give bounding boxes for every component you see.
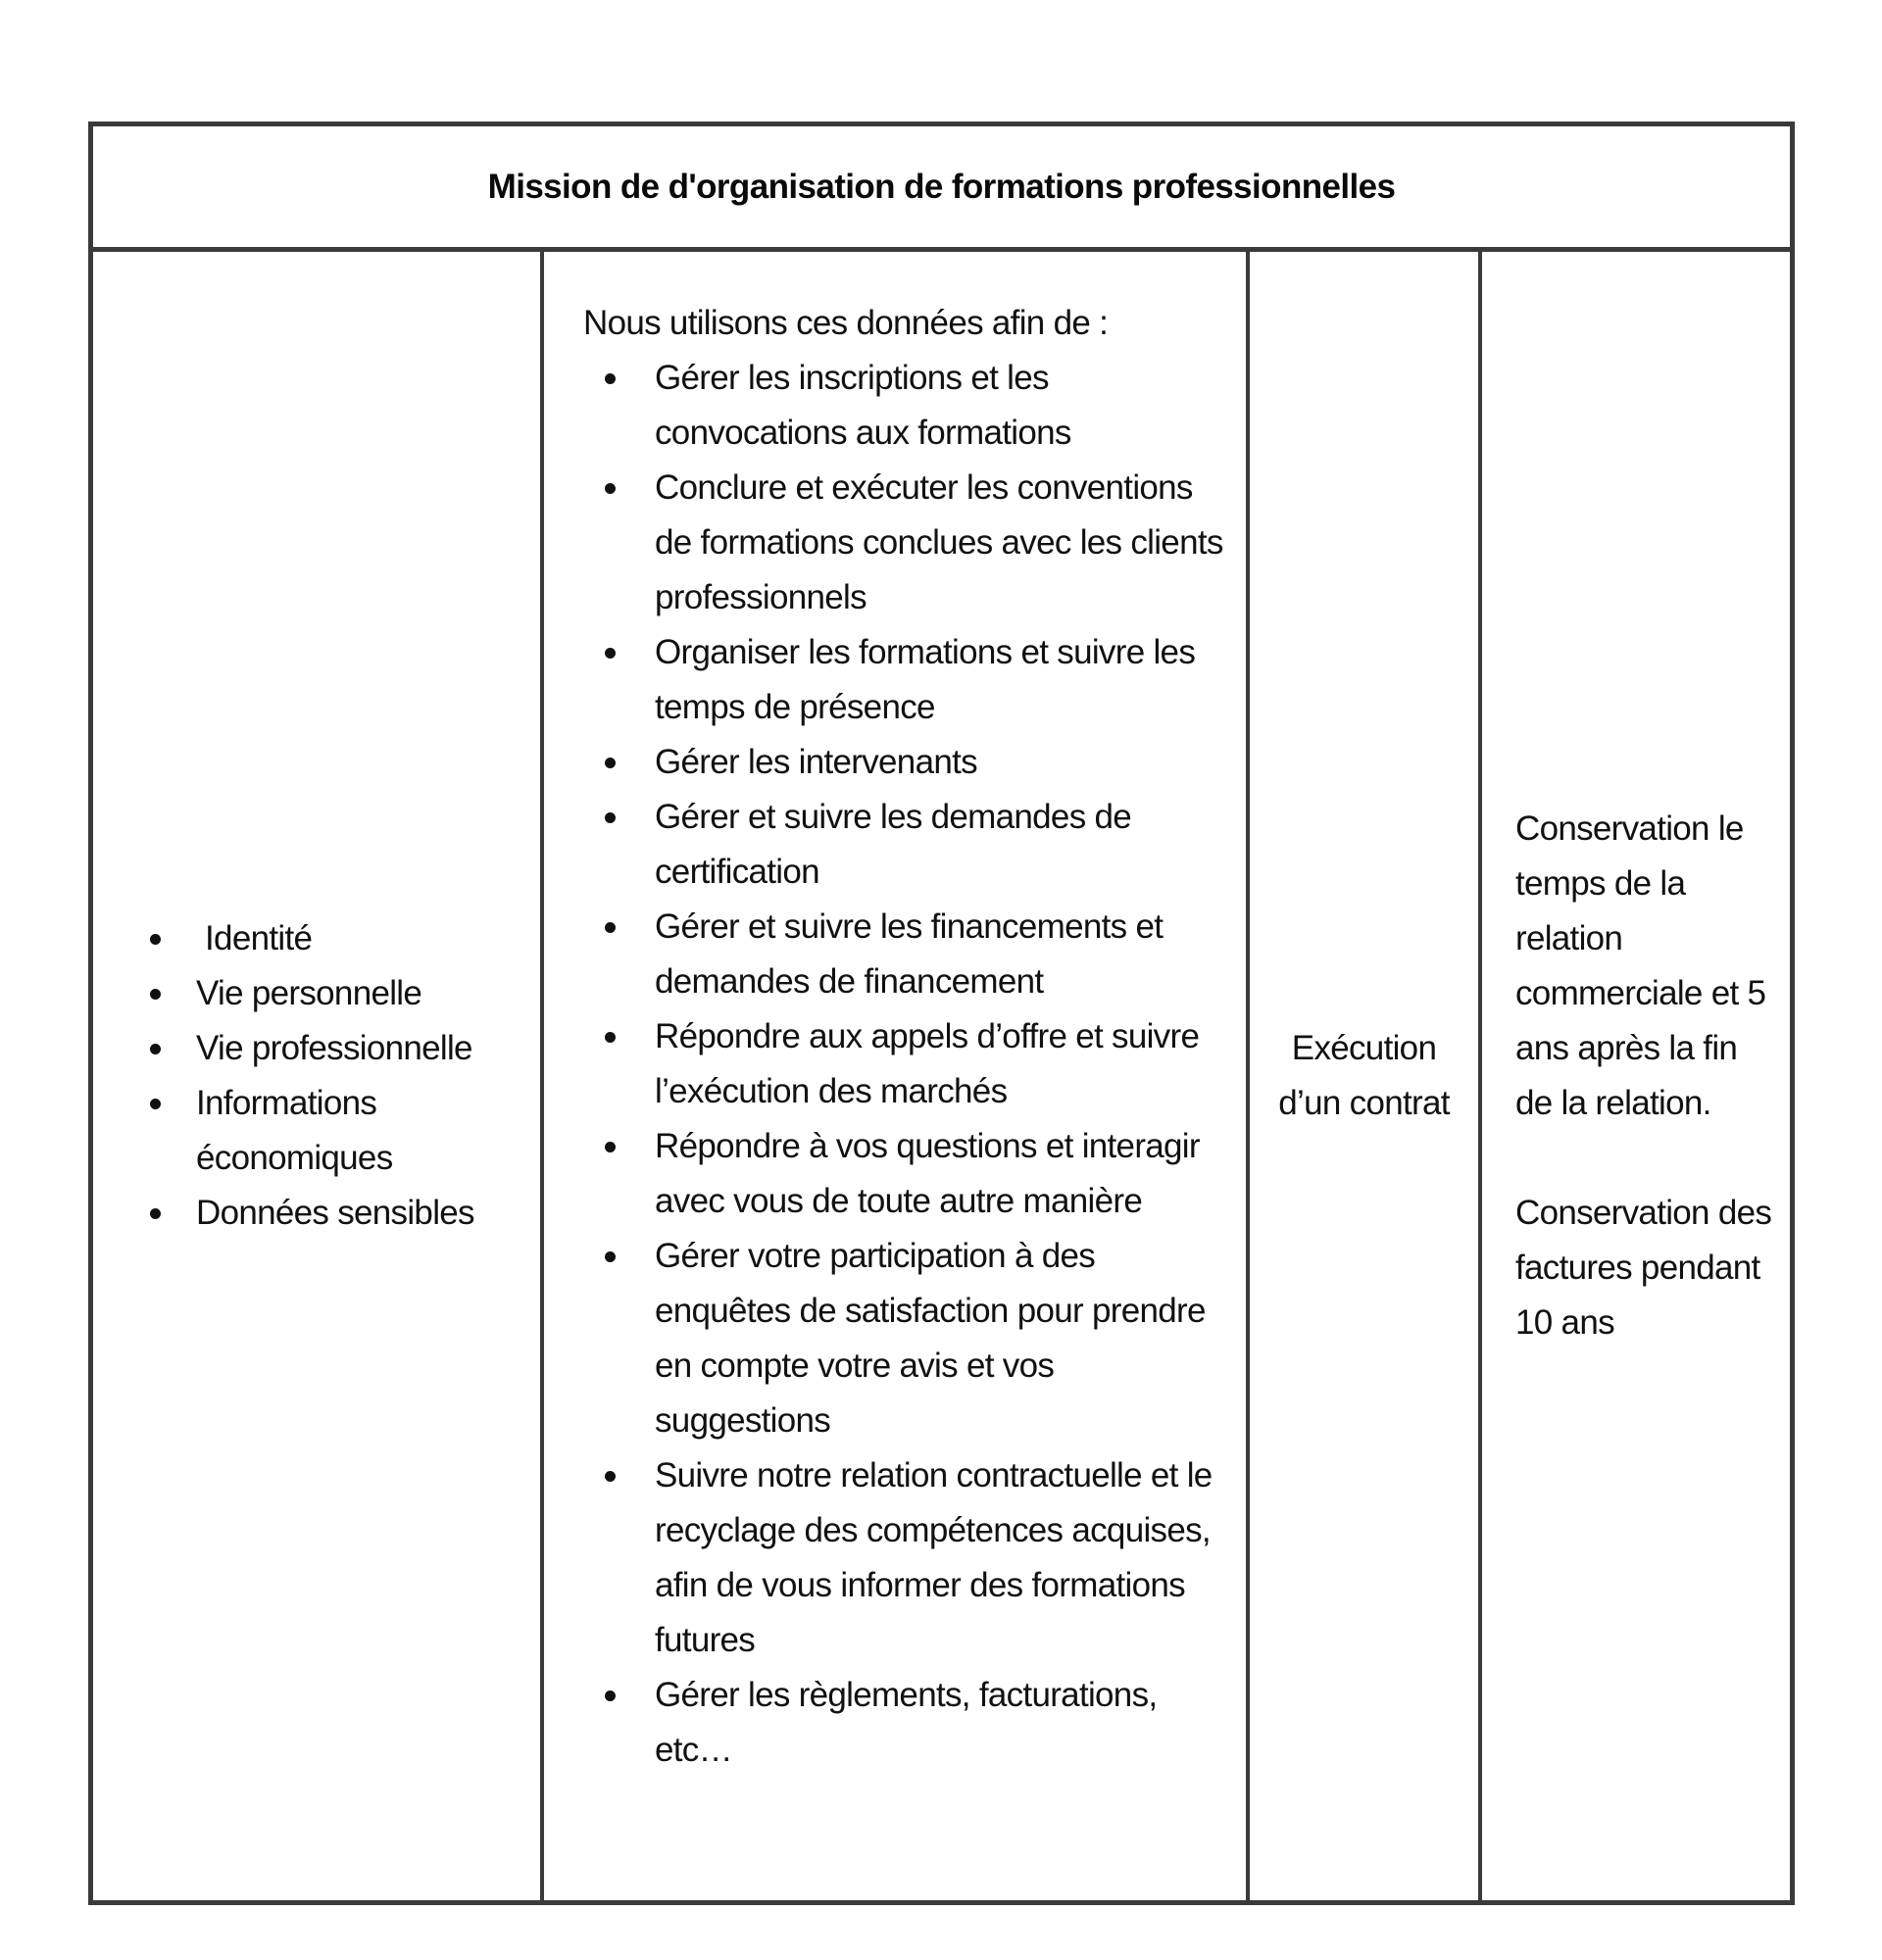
bullet-icon <box>150 1186 162 1241</box>
bullet-icon <box>605 625 617 680</box>
list-item: Répondre aux appels d’offre et suivre l’exécution des marchés <box>605 1009 1232 1119</box>
list-item: Informations économiques <box>150 1076 441 1186</box>
bullet-icon <box>605 790 617 845</box>
bullet-icon <box>150 1021 162 1076</box>
purposes-intro: Nous utilisons ces données afin de : <box>583 304 1109 342</box>
data-categories-cell <box>93 252 544 1900</box>
legal-basis-cell <box>1250 252 1482 1900</box>
list-item: Répondre à vos questions et interagir avec vous de toute autre manière <box>605 1119 1232 1229</box>
retention-cell <box>1482 252 1790 1900</box>
list-item: Identité <box>150 911 474 966</box>
purposes-list <box>605 351 1232 1778</box>
list-item: Vie professionnelle <box>150 1021 474 1076</box>
list-item: Vie personnelle <box>150 966 474 1021</box>
list-item: Gérer votre participation à des enquêtes de satisfaction pour prendre en compte votre avis et vos suggestions <box>605 1229 1232 1448</box>
bullet-icon <box>605 1009 617 1064</box>
bullet-icon <box>605 735 617 790</box>
list-item: Gérer et suivre les demandes de certification <box>605 790 1232 900</box>
data-processing-table <box>88 122 1795 1905</box>
legal-basis-text: Exécution d’un contrat <box>1278 1029 1450 1122</box>
retention-relation-text: Conservation le temps de la relation commerciale et 5 ans après la fin de la relation. <box>1515 809 1766 1122</box>
bullet-icon <box>150 1076 162 1131</box>
list-item: Gérer et suivre les financements et demandes de financement <box>605 900 1232 1009</box>
bullet-icon <box>605 1229 617 1284</box>
bullet-icon <box>605 1668 617 1723</box>
data-categories-list <box>150 911 474 1241</box>
bullet-icon <box>605 351 617 406</box>
table-title: Mission de d'organisation de formations professionnelles <box>487 167 1396 206</box>
bullet-icon <box>605 900 617 955</box>
list-item: Organiser les formations et suivre les temps de présence <box>605 625 1232 735</box>
list-item: Suivre notre relation contractuelle et le recyclage des compétences acquises, afin de vous informer des formations futures <box>605 1448 1232 1668</box>
purposes-cell <box>544 252 1250 1900</box>
bullet-icon <box>150 966 162 1021</box>
list-item: Gérer les règlements, facturations, etc… <box>605 1668 1232 1778</box>
retention-invoices-text: Conservation des factures pendant 10 ans <box>1515 1194 1772 1342</box>
list-item: Conclure et exécuter les conventions de formations conclues avec les clients professionnels <box>605 461 1232 625</box>
bullet-icon <box>605 1119 617 1174</box>
bullet-icon <box>605 1448 617 1503</box>
table-header-row <box>93 126 1790 252</box>
bullet-icon <box>150 911 162 966</box>
list-item: Gérer les intervenants <box>605 735 1232 790</box>
list-item: Gérer les inscriptions et les convocations aux formations <box>605 351 1232 461</box>
table-body-row <box>93 252 1790 1900</box>
bullet-icon <box>605 461 617 515</box>
list-item: Données sensibles <box>150 1186 474 1241</box>
